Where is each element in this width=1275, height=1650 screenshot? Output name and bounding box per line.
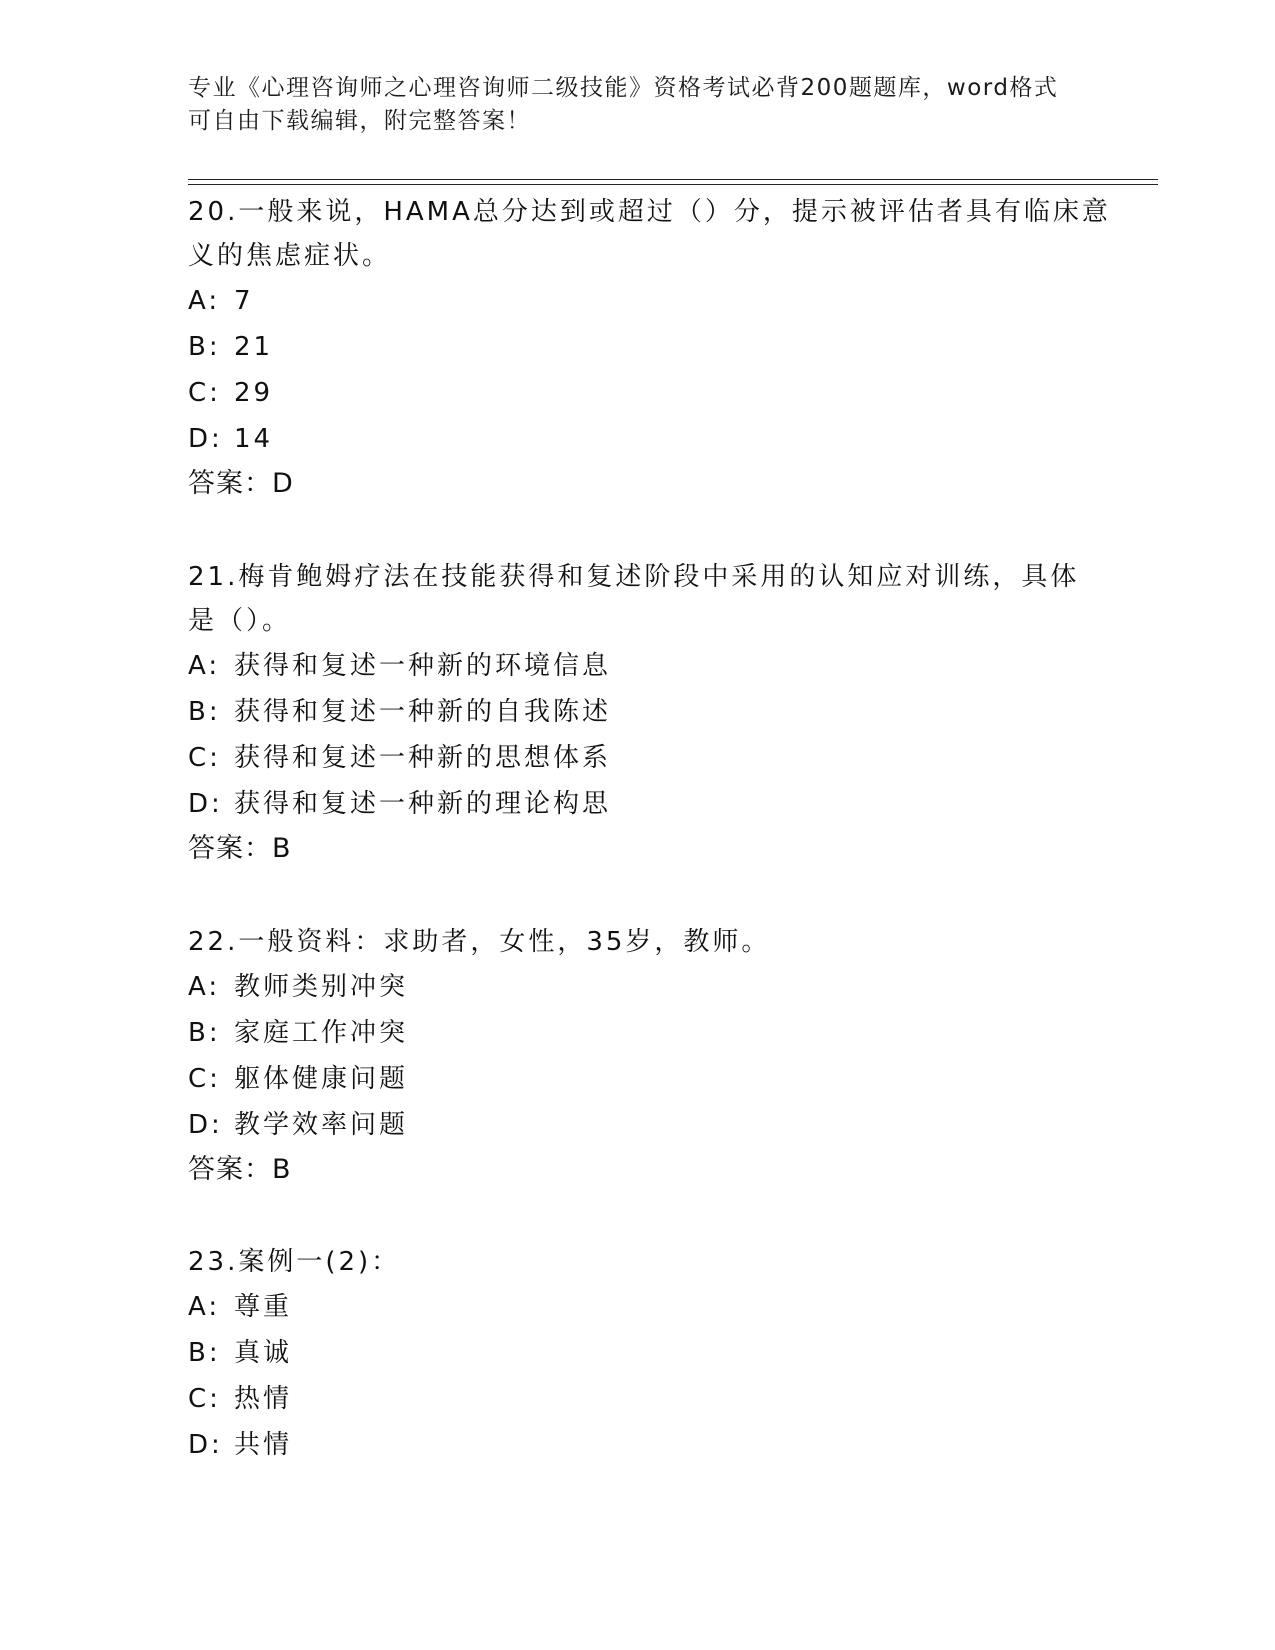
option-b <box>188 324 1108 370</box>
option-letter: A: <box>188 286 221 316</box>
option-text: 获得和复述一种新的理论构思 <box>234 789 612 819</box>
option-text: 尊重 <box>234 1292 293 1322</box>
answer-line: 答案：D <box>188 468 294 499</box>
question-stem-line: 22.一般资料：求助者，女性，35岁，教师。 <box>188 927 771 957</box>
question-23 <box>188 1240 1108 1468</box>
question-stem-line: 义的焦虑症状。 <box>188 241 392 271</box>
option-letter: B: <box>188 1018 221 1048</box>
option-letter: D: <box>188 424 223 454</box>
question-stem <box>188 190 1111 278</box>
question-stem-line: 21.梅肯鲍姆疗法在技能获得和复述阶段中采用的认知应对训练，具体 <box>188 562 1080 592</box>
option-text: 热情 <box>234 1384 293 1414</box>
option-c <box>188 1056 1108 1102</box>
option-text: 获得和复述一种新的思想体系 <box>234 743 612 773</box>
option-d <box>188 1422 1108 1468</box>
option-d <box>188 1102 1108 1148</box>
option-letter: A: <box>188 651 221 681</box>
option-b <box>188 1330 1108 1376</box>
option-text: 获得和复述一种新的环境信息 <box>234 651 612 681</box>
option-text: 7 <box>234 286 254 316</box>
option-letter: C: <box>188 1064 221 1094</box>
option-text: 14 <box>234 424 274 454</box>
question-stem-line: 20.一般来说，HAMA总分达到或超过（）分，提示被评估者具有临床意 <box>188 197 1111 227</box>
option-a <box>188 964 1108 1010</box>
header-divider-top <box>188 179 1158 180</box>
option-d <box>188 416 1108 462</box>
answer-line: 答案：B <box>188 1154 292 1185</box>
option-letter: C: <box>188 1384 221 1414</box>
option-d <box>188 781 1108 827</box>
option-a <box>188 643 1108 689</box>
option-text: 21 <box>234 332 274 362</box>
header-line-2: 可自由下载编辑，附完整答案！ <box>188 108 531 134</box>
option-c <box>188 735 1108 781</box>
header-divider-bottom <box>188 184 1158 185</box>
option-c <box>188 370 1108 416</box>
question-20 <box>188 190 1111 506</box>
question-stem-line: 是（）。 <box>188 606 292 636</box>
option-letter: B: <box>188 697 221 727</box>
option-letter: D: <box>188 1110 223 1140</box>
document-header <box>188 72 1088 138</box>
option-text: 真诚 <box>234 1338 293 1368</box>
option-letter: C: <box>188 743 221 773</box>
option-letter: C: <box>188 378 221 408</box>
question-stem <box>188 555 1108 643</box>
option-a <box>188 278 1108 324</box>
question-22 <box>188 920 1108 1192</box>
option-b <box>188 689 1108 735</box>
option-text: 共情 <box>234 1430 293 1460</box>
question-21 <box>188 555 1108 871</box>
option-a <box>188 1284 1108 1330</box>
option-text: 获得和复述一种新的自我陈述 <box>234 697 612 727</box>
option-letter: D: <box>188 789 223 819</box>
option-letter: D: <box>188 1430 223 1460</box>
option-letter: A: <box>188 972 221 1002</box>
option-c <box>188 1376 1108 1422</box>
option-text: 29 <box>234 378 274 408</box>
option-text: 教学效率问题 <box>234 1110 409 1140</box>
option-letter: B: <box>188 332 221 362</box>
question-stem <box>188 1240 1108 1284</box>
option-text: 躯体健康问题 <box>234 1064 409 1094</box>
option-text: 家庭工作冲突 <box>234 1018 409 1048</box>
option-letter: B: <box>188 1338 221 1368</box>
header-line-1: 专业《心理咨询师之心理咨询师二级技能》资格考试必背200题题库，word格式 <box>188 75 1059 101</box>
question-stem <box>188 920 1108 964</box>
option-b <box>188 1010 1108 1056</box>
question-stem-line: 23.案例一(2)： <box>188 1247 401 1277</box>
option-text: 教师类别冲突 <box>234 972 409 1002</box>
answer-line: 答案：B <box>188 833 292 864</box>
option-letter: A: <box>188 1292 221 1322</box>
